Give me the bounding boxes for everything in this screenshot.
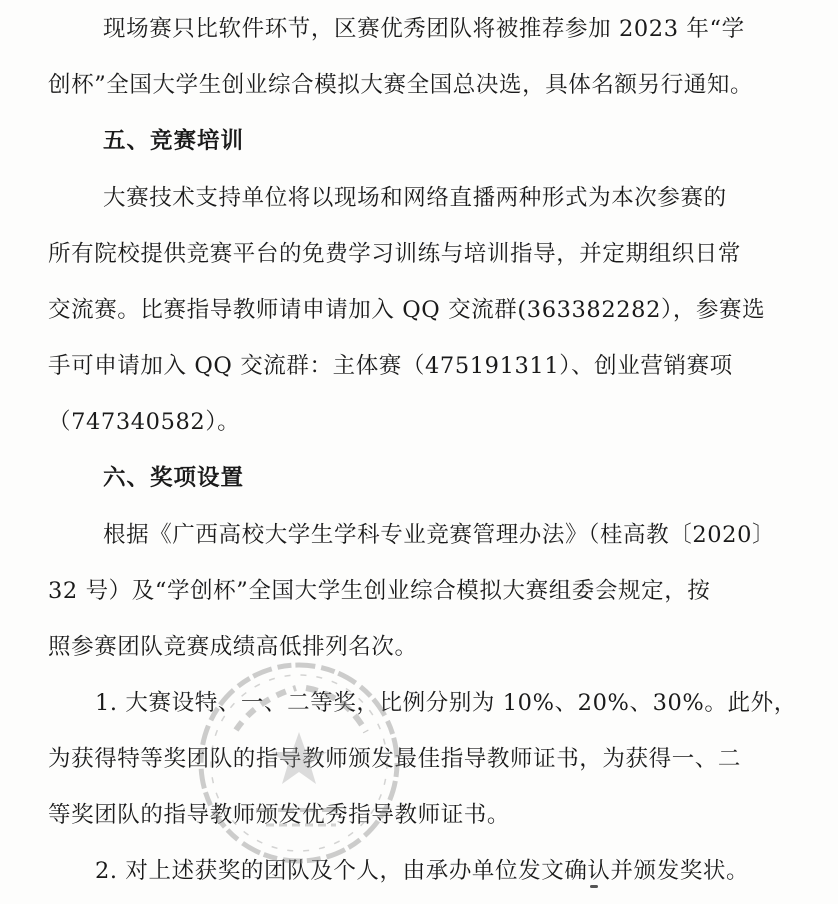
award-item-2-line-1: 2. 对上述获奖的团队及个人，由承办单位发文确认并颁发奖状。 <box>95 858 750 884</box>
section-6-line-1: 根据《广西高校大学生学科专业竞赛管理办法》（桂高教〔2020〕 <box>103 522 776 548</box>
section-5-line-4: 手可申请加入 QQ 交流群：主体赛（475191311）、创业营销赛项 <box>48 353 733 379</box>
scan-speck <box>590 885 598 888</box>
paragraph-1-line-1: 现场赛只比软件环节，区赛优秀团队将被推荐参加 2023 年“学 <box>103 16 745 42</box>
award-item-1-line-1: 1. 大赛设特、一、二等奖，比例分别为 10%、20%、30%。此外， <box>95 690 797 716</box>
award-item-1-line-2: 为获得特等奖团队的指导教师颁发最佳指导教师证书，为获得一、二 <box>48 746 742 772</box>
paragraph-1-line-2: 创杯”全国大学生创业综合模拟大赛全国总决选，具体名额另行通知。 <box>48 72 754 98</box>
section-5-line-2: 所有院校提供竞赛平台的免费学习训练与培训指导，并定期组织日常 <box>48 241 742 267</box>
section-6-line-3: 照参赛团队竞赛成绩高低排列名次。 <box>48 634 418 660</box>
award-item-1-line-3: 等奖团队的指导教师颁发优秀指导教师证书。 <box>48 802 511 828</box>
section-5-line-5: （747340582）。 <box>48 409 241 435</box>
section-6-line-2: 32 号）及“学创杯”全国大学生创业综合模拟大赛组委会规定，按 <box>48 578 711 604</box>
section-5-line-1: 大赛技术支持单位将以现场和网络直播两种形式为本次参赛的 <box>103 185 727 211</box>
section-5-heading: 五、竞赛培训 <box>103 128 245 154</box>
section-5-line-3: 交流赛。比赛指导教师请申请加入 QQ 交流群(363382282），参赛选 <box>48 297 766 323</box>
section-6-heading: 六、奖项设置 <box>103 465 245 491</box>
